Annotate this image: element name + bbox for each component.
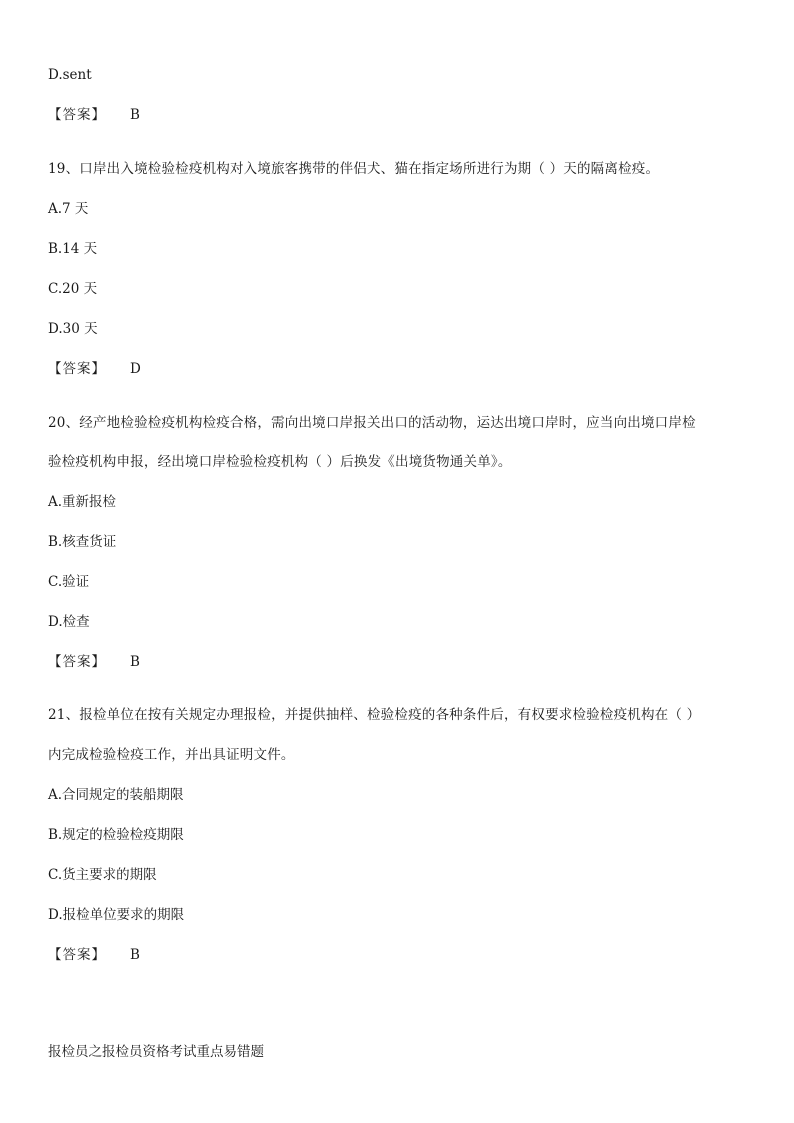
q21-option-a: A.合同规定的装船期限 (48, 787, 184, 803)
prev-option-d: D.sent (48, 67, 92, 83)
answer-label: 【答案】 (48, 361, 106, 377)
q19-stem: 19、口岸出入境检验检疫机构对入境旅客携带的伴侣犬、猫在指定场所进行为期（ ）天的隔离检疫。 (48, 161, 660, 177)
q19-option-a: A.7 天 (48, 201, 89, 217)
answer-value: B (130, 654, 140, 670)
q20-option-b: B.核查货证 (48, 534, 117, 550)
answer-value: B (130, 947, 140, 963)
q19-option-b: B.14 天 (48, 241, 98, 257)
answer-value: B (130, 107, 140, 123)
q19-option-d: D.30 天 (48, 321, 98, 337)
q20-answer (48, 653, 140, 671)
q20-stem-line2: 验检疫机构申报，经出境口岸检验检疫机构（ ）后换发《出境货物通关单》。 (48, 454, 512, 470)
q21-answer (48, 946, 140, 964)
q21-option-c: C.货主要求的期限 (48, 867, 157, 883)
answer-label: 【答案】 (48, 947, 106, 963)
q20-option-a: A.重新报检 (48, 494, 117, 510)
answer-value: D (130, 361, 141, 377)
q21-option-b: B.规定的检验检疫期限 (48, 827, 184, 843)
prev-answer (48, 106, 140, 124)
q21-option-d: D.报检单位要求的期限 (48, 907, 185, 923)
q20-stem-line1: 20、经产地检验检疫机构检疫合格，需向出境口岸报关出口的活动物，运达出境口岸时，应当向出境口岸检 (48, 415, 696, 431)
q19-answer (48, 360, 141, 378)
q21-stem-line1: 21、报检单位在按有关规定办理报检，并提供抽样、检验检疫的各种条件后，有权要求检验检疫机构在（ ） (48, 707, 701, 723)
q21-stem-line2: 内完成检验检疫工作，并出具证明文件。 (48, 747, 295, 763)
answer-label: 【答案】 (48, 654, 106, 670)
q20-option-d: D.检查 (48, 614, 90, 630)
answer-label: 【答案】 (48, 107, 106, 123)
footer-title: 报检员之报检员资格考试重点易错题 (48, 1044, 264, 1060)
q19-option-c: C.20 天 (48, 281, 98, 297)
q20-option-c: C.验证 (48, 574, 90, 590)
